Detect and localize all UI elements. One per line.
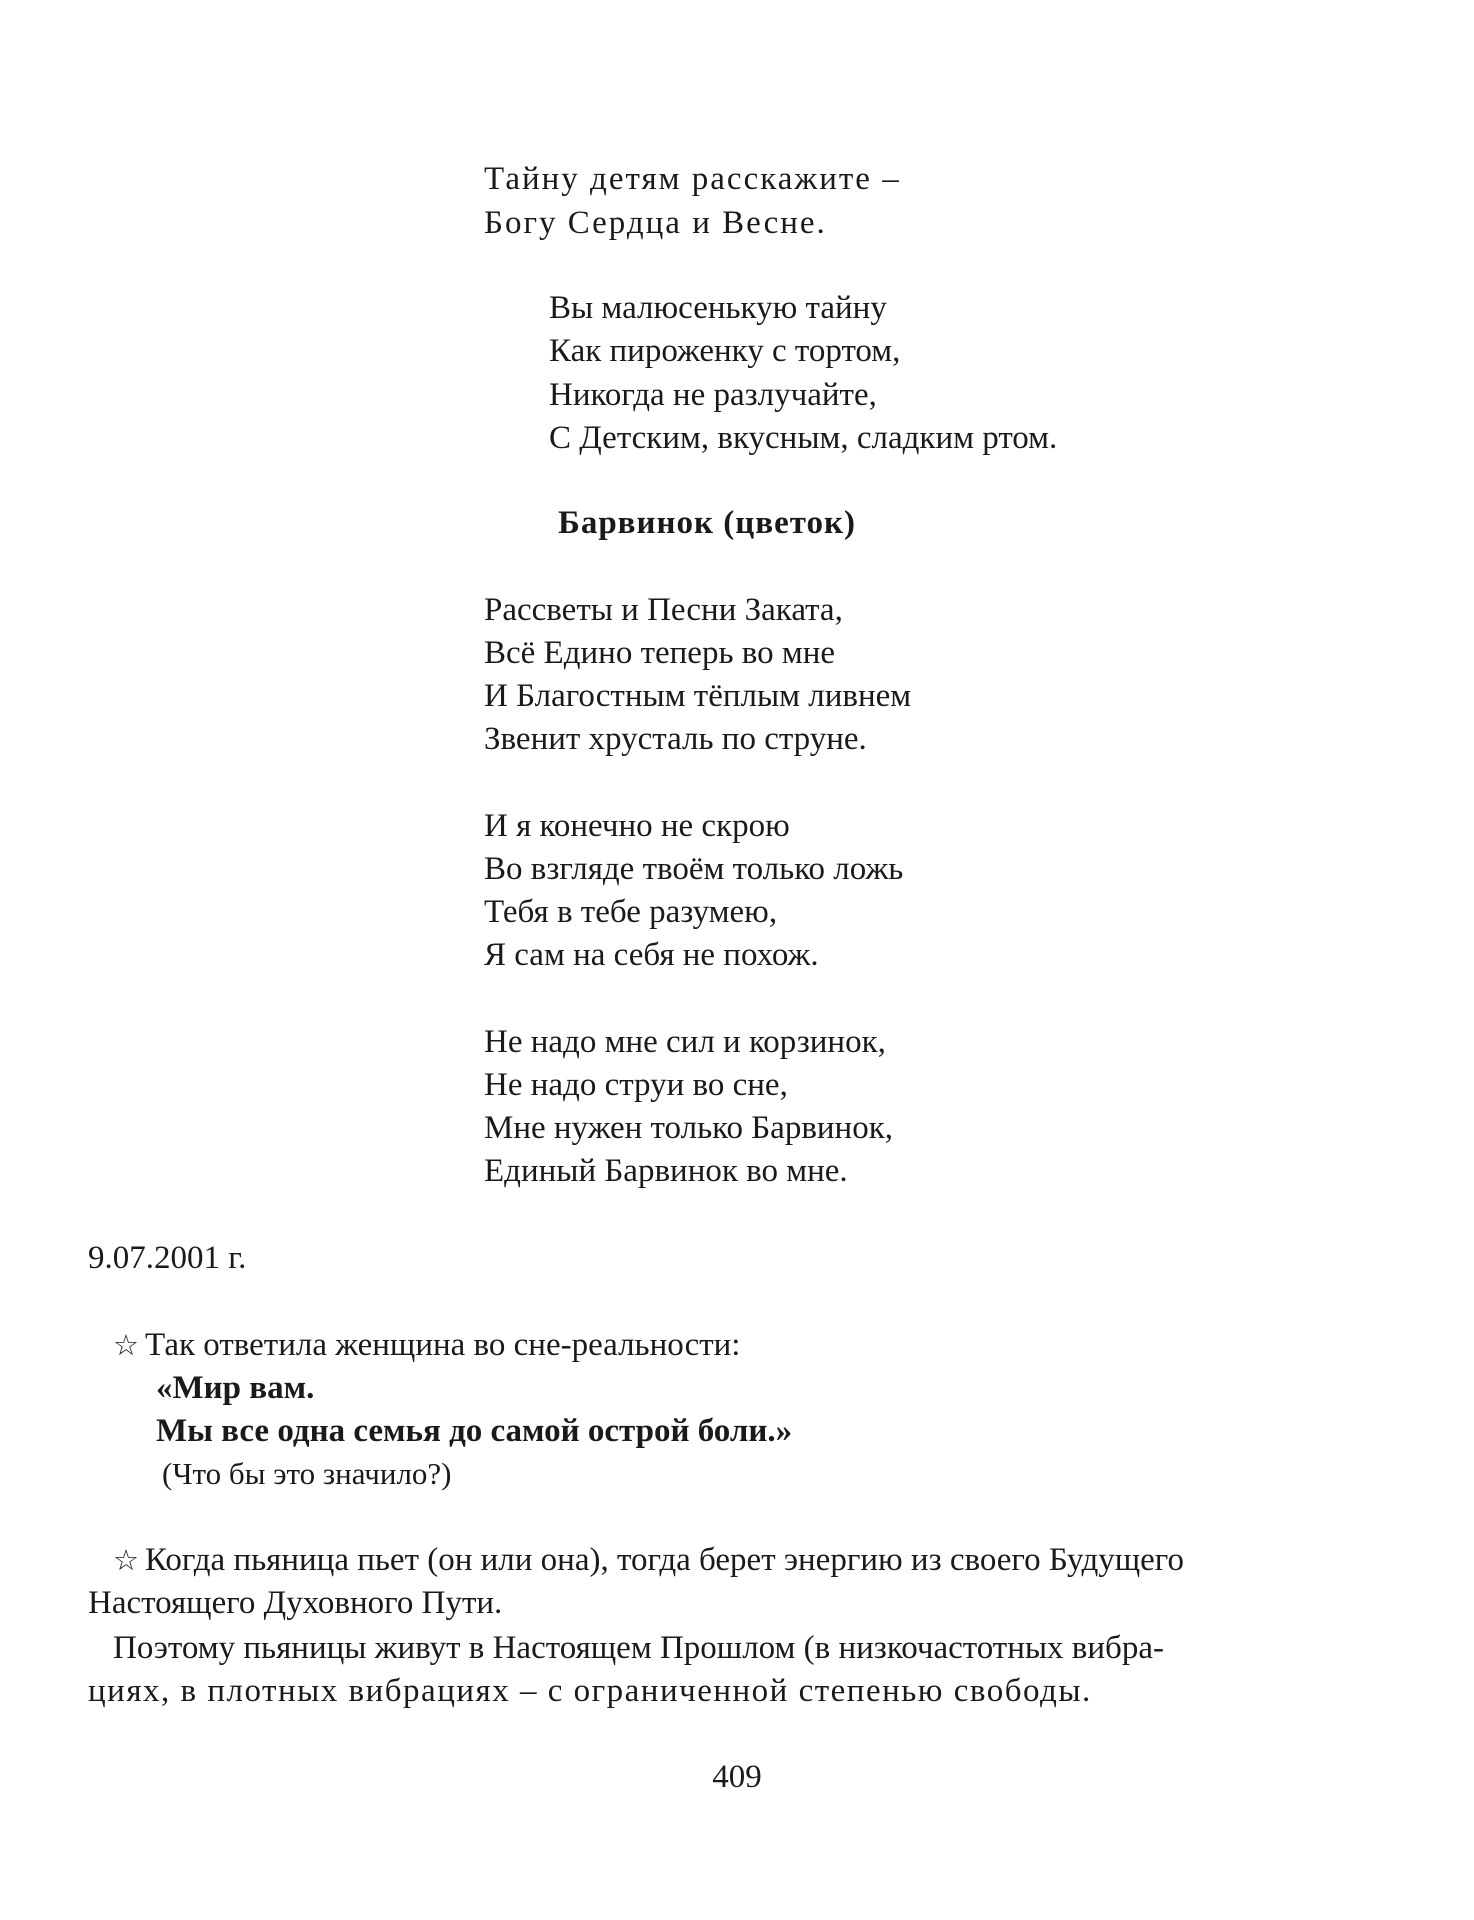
poem2-line-7: Тебя в тебе разумею, (484, 894, 778, 930)
poem1-line-3: Вы малюсенькую тайну (549, 290, 887, 326)
poem2-line-2: Всё Едино теперь во мне (484, 635, 836, 671)
poem1-line-2: Богу Сердца и Весне. (484, 205, 827, 241)
note1-intro-text: Так ответила женщина во сне-реальности: (145, 1327, 741, 1363)
poem2-line-3: И Благостным тёплым ливнем (484, 678, 912, 714)
poem2-line-5: И я конечно не скрою (484, 808, 790, 844)
note1-quote-line-2: Мы все одна семья до самой острой боли.» (156, 1413, 793, 1449)
poem2-line-9: Не надо мне сил и корзинок, (484, 1024, 886, 1060)
star-icon: ☆ (113, 1543, 139, 1577)
note2-line-2: Настоящего Духовного Пути. (88, 1585, 503, 1621)
note2-line-1 (113, 1539, 1184, 1581)
poem2-line-1: Рассветы и Песни Заката, (484, 592, 843, 628)
note1-aside: (Что бы это значило?) (162, 1456, 452, 1491)
poem2-line-6: Во взгляде твоём только ложь (484, 851, 904, 887)
poem-date: 9.07.2001 г. (88, 1240, 247, 1276)
poem2-line-10: Не надо струи во сне, (484, 1067, 788, 1103)
poem1-line-4: Как пироженку с тортом, (549, 333, 901, 369)
star-icon: ☆ (113, 1328, 139, 1362)
note2-line-1-text: Когда пьяница пьет (он или она), тогда берет энергию из своего Будущего (145, 1542, 1185, 1578)
poem2-line-11: Мне нужен только Барвинок, (484, 1110, 894, 1146)
poem1-line-5: Никогда не разлучайте, (549, 377, 877, 413)
note2-line-4: циях, в плотных вибрациях – с ограниченной степенью свободы. (88, 1673, 1092, 1709)
poem-title: Барвинок (цветок) (558, 505, 857, 541)
poem2-line-8: Я сам на себя не похож. (484, 937, 819, 973)
poem1-line-1: Тайну детям расскажите – (484, 161, 901, 197)
note1-intro (113, 1324, 740, 1366)
note2-line-3: Поэтому пьяницы живут в Настоящем Прошлом (в низкочастотных вибра- (113, 1630, 1164, 1666)
poem1-line-6: С Детским, вкусным, сладким ртом. (549, 420, 1058, 456)
poem2-line-12: Единый Барвинок во мне. (484, 1153, 848, 1189)
page-number: 409 (712, 1759, 762, 1795)
poem2-line-4: Звенит хрусталь по струне. (484, 721, 867, 757)
note1-quote-line-1: «Мир вам. (156, 1370, 315, 1406)
